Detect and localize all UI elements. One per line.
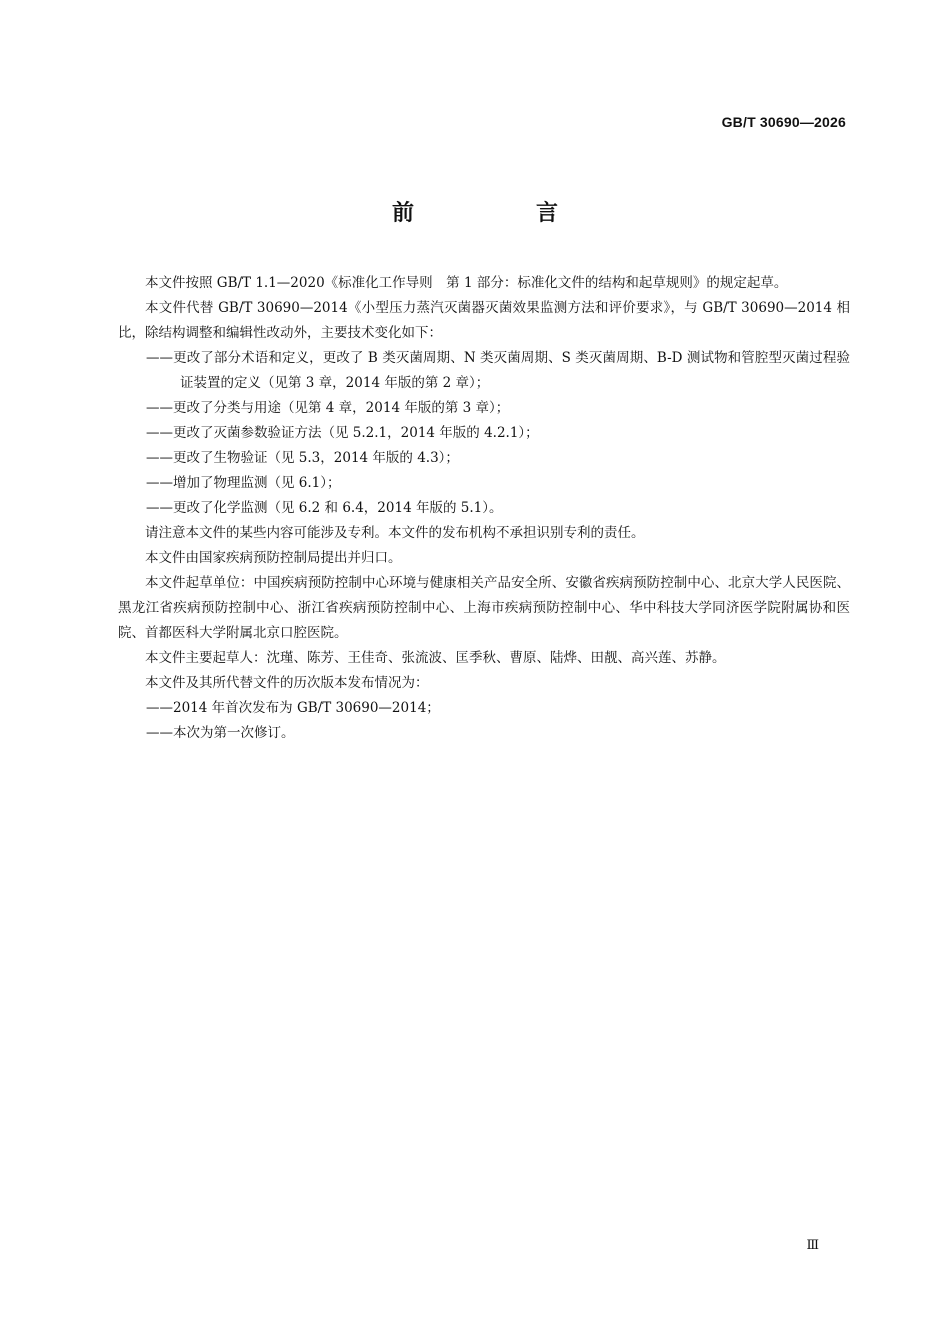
paragraph-drafters: 本文件主要起草人：沈瑾、陈芳、王佳奇、张流波、匡季秋、曹原、陆烨、田靓、高兴莲、苏静。 (145, 650, 726, 666)
change-item-terms: ——更改了部分术语和定义，更改了 B 类灭菌周期、N 类灭菌周期、S 类灭菌周期、B-D 测试物和管腔型灭菌过程验证装置的定义（见第 3 章，2014 年版的第 2 章）； (146, 350, 850, 391)
change-item-physical-monitoring: ——增加了物理监测（见 6.1）； (146, 475, 341, 491)
change-item-classification: ——更改了分类与用途（见第 4 章，2014 年版的第 3 章）； (146, 400, 510, 416)
document-id: GB/T 30690—2026 (721, 114, 846, 130)
change-item-chemical-monitoring: ——更改了化学监测（见 6.2 和 6.4，2014 年版的 5.1）。 (146, 500, 503, 516)
paragraph-proposer: 本文件由国家疾病预防控制局提出并归口。 (145, 550, 402, 566)
paragraph-drafting-rules: 本文件按照 GB/T 1.1—2020《标准化工作导则 第 1 部分：标准化文件的结构和起草规则》的规定起草。 (145, 275, 788, 291)
page-number: Ⅲ (806, 1238, 819, 1253)
page-title: 前 言 (391, 201, 608, 226)
change-item-parameter-verification: ——更改了灭菌参数验证方法（见 5.2.1，2014 年版的 4.2.1）； (146, 425, 539, 441)
history-item-first-release: ——2014 年首次发布为 GB/T 30690—2014； (146, 700, 440, 716)
paragraph-drafting-units: 本文件起草单位：中国疾病预防控制中心环境与健康相关产品安全所、安徽省疾病预防控制中心、北京大学人民医院、黑龙江省疾病预防控制中心、浙江省疾病预防控制中心、上海市疾病预防控制中心、华中科技大学同济医学院附属协和医院、首都医科大学附属北京口腔医院。 (118, 575, 850, 641)
paragraph-replacement: 本文件代替 GB/T 30690—2014《小型压力蒸汽灭菌器灭菌效果监测方法和评价要求》，与 GB/T 30690—2014 相比，除结构调整和编辑性改动外，主要技术变化如下： (118, 300, 850, 341)
paragraph-patent-notice: 请注意本文件的某些内容可能涉及专利。本文件的发布机构不承担识别专利的责任。 (145, 525, 645, 541)
foreword-body (118, 271, 850, 746)
paragraph-version-history: 本文件及其所代替文件的历次版本发布情况为： (145, 675, 429, 691)
change-item-biological-verification: ——更改了生物验证（见 5.3，2014 年版的 4.3）； (146, 450, 459, 466)
history-item-revision: ——本次为第一次修订。 (146, 725, 295, 741)
